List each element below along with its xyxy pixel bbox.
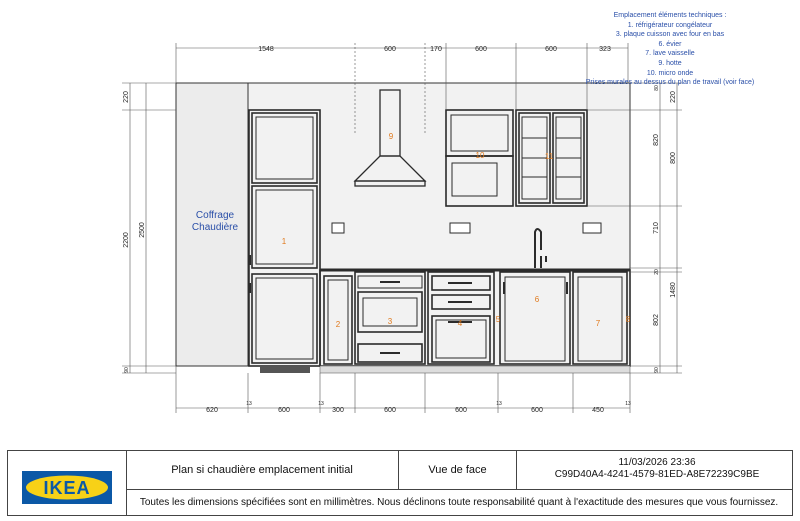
plan-datetime: 11/03/2026 23:36 xyxy=(618,457,696,468)
dim-label: 1548 xyxy=(258,46,274,53)
unit-number: 11 xyxy=(544,152,554,161)
dim-label: 2200 xyxy=(123,232,130,248)
title-row xyxy=(126,451,792,490)
dim-label: 620 xyxy=(206,407,218,414)
plan-id: C99D40A4-4241-4579-81ED-A8E72239C9BE xyxy=(554,469,760,480)
coffrage-label-1: Coffrage xyxy=(195,210,235,221)
view-label: Vue de face xyxy=(399,451,517,489)
unit-number: 1 xyxy=(281,237,287,246)
dim-label: 13 xyxy=(496,401,502,407)
dim-label: 600 xyxy=(531,407,543,414)
unit-number: 4 xyxy=(457,319,463,328)
legend-title: Emplacement éléments techniques : xyxy=(613,12,727,19)
dim-label: 820 xyxy=(653,134,660,146)
dim-label: 170 xyxy=(430,46,442,53)
unit-number: 3 xyxy=(387,317,393,326)
legend-item: 9. hotte xyxy=(658,59,682,67)
dim-label: 13 xyxy=(318,401,324,407)
dim-label: 1480 xyxy=(670,282,677,298)
dim-label: 710 xyxy=(653,222,660,234)
plinth xyxy=(320,366,630,373)
dim-label: 600 xyxy=(545,46,557,53)
disclaimer: Toutes les dimensions spécifiées sont en millimètres. Nous déclinons toute responsabilité quant à l'exactitude des mesures que vous fournissez. xyxy=(139,497,779,508)
dim-label: 90 xyxy=(124,367,130,373)
fridge-plinth xyxy=(260,366,310,373)
plan-id-block xyxy=(532,457,782,481)
dim-label: 323 xyxy=(599,46,611,53)
dim-label: 20 xyxy=(654,269,660,275)
ikea-logo xyxy=(8,451,127,515)
dim-label: 220 xyxy=(123,91,130,103)
unit-number: 9 xyxy=(388,132,394,141)
right-dimension-labels xyxy=(653,85,677,373)
dim-label: 13 xyxy=(246,401,252,407)
left-dimension-labels xyxy=(123,91,146,373)
dim-label: 80 xyxy=(654,85,660,91)
left-dimension-lines xyxy=(122,83,176,373)
unit-number: 2 xyxy=(335,320,341,329)
legend-item: Prises murales au dessus du plan de travail (voir face) xyxy=(585,79,755,87)
dim-label: 600 xyxy=(384,46,396,53)
logo-text: IKEA xyxy=(43,478,91,498)
dim-label: 600 xyxy=(455,407,467,414)
dim-label: 802 xyxy=(653,314,660,326)
dim-label: 300 xyxy=(332,407,344,414)
legend-item: 6. évier xyxy=(658,40,682,48)
dim-label: 800 xyxy=(670,152,677,164)
plan-title: Plan si chaudière emplacement initial xyxy=(126,451,399,489)
coffrage-label-2: Chaudière xyxy=(191,222,239,233)
dim-label: 2500 xyxy=(139,222,146,238)
unit-number: 10 xyxy=(475,151,485,160)
legend-item: 10. micro onde xyxy=(646,69,694,77)
unit-number: 6 xyxy=(534,295,540,304)
bottom-dimension-labels xyxy=(206,401,631,414)
dim-label: 600 xyxy=(278,407,290,414)
title-block xyxy=(7,450,793,516)
dim-label: 600 xyxy=(384,407,396,414)
dim-label: 600 xyxy=(475,46,487,53)
legend-item: 7. lave vaisselle xyxy=(645,50,695,58)
dim-label: 90 xyxy=(654,367,660,373)
legend-item: 3. plaque cuisson avec four en bas xyxy=(615,31,725,39)
dim-label: 13 xyxy=(625,401,631,407)
legend-item: 1. réfrigérateur congélateur xyxy=(627,21,713,29)
technical-legend xyxy=(550,11,790,88)
unit-number: 7 xyxy=(595,319,601,328)
dim-label: 220 xyxy=(670,91,677,103)
unit-number: 5 xyxy=(495,315,501,324)
dim-label: 450 xyxy=(592,407,604,414)
unit-number: 8 xyxy=(625,315,631,324)
